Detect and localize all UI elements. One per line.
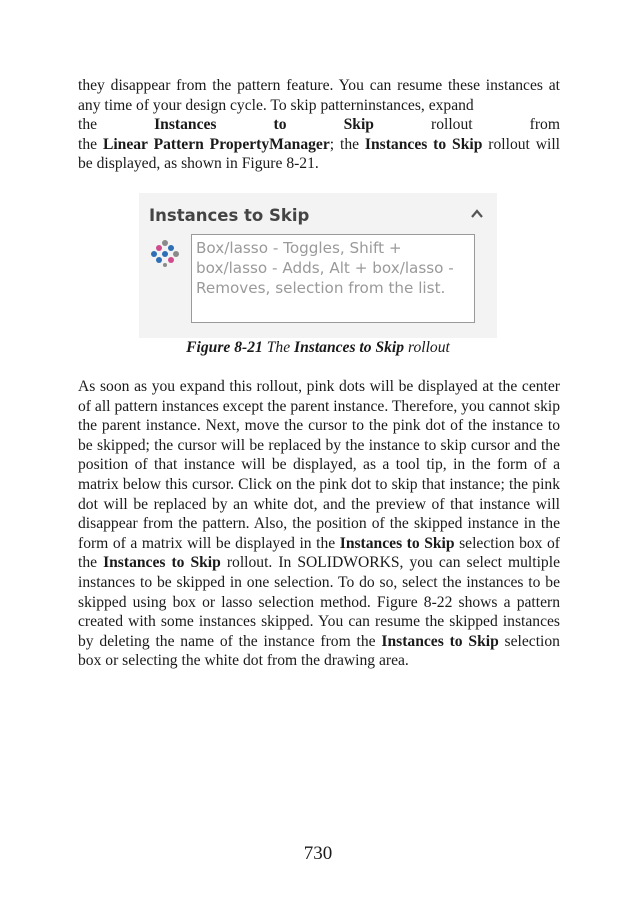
intro-text: they disappear from the pattern feature. You can resume these instances at any time of your design cycle. To skip patterninstances, expand bbox=[78, 77, 560, 114]
body-text: selection box of the bbox=[78, 534, 560, 572]
body-text: rollout. In SOLIDWORKS, you can select multiple instances to be skipped in one selection. To do so, select the instances to be skipped using box or lasso selection method. Figure 8-22 shows a pattern created with some instances skipped. You can resume the skipped instances by deleting the name of the instance from the bbox=[78, 554, 560, 650]
paragraph-intro bbox=[78, 76, 560, 174]
page-number: 730 bbox=[303, 843, 333, 864]
caption-label: Figure 8-21 bbox=[186, 339, 263, 356]
instances-to-skip-term: Instances to Skip bbox=[381, 632, 499, 650]
selection-box-placeholder: Box/lasso - Toggles, Shift + box/lasso - Adds, Alt + box/lasso - Removes, selection from the list. bbox=[196, 239, 454, 297]
paragraph-body bbox=[78, 377, 560, 671]
chevron-up-icon[interactable] bbox=[471, 209, 483, 219]
intro-spread-line bbox=[78, 115, 560, 135]
intro-text: ; the bbox=[329, 135, 365, 153]
caption-text: rollout bbox=[404, 339, 450, 356]
intro-text: the bbox=[78, 135, 103, 153]
instances-to-skip-term: Instances to Skip bbox=[103, 554, 221, 572]
rollout-title: Instances to Skip bbox=[149, 206, 310, 225]
intro-word-bold: Instances bbox=[154, 116, 217, 134]
figure-instances-to-skip-rollout bbox=[139, 193, 497, 338]
intro-word-bold: Skip bbox=[343, 116, 374, 134]
intro-word: rollout bbox=[431, 116, 473, 134]
linear-pattern-instances-icon bbox=[151, 239, 181, 267]
instances-to-skip-selection-box[interactable] bbox=[191, 234, 475, 323]
intro-text: rollout will be displayed, as shown in Figure 8-21. bbox=[78, 135, 561, 173]
intro-word-bold: to bbox=[273, 116, 287, 134]
intro-word: the bbox=[78, 116, 98, 134]
body-text: selection box or selecting the white dot from the drawing area. bbox=[78, 632, 560, 670]
caption-text: The bbox=[262, 339, 295, 356]
instances-to-skip-term: Instances to Skip bbox=[339, 534, 455, 552]
body-text: As soon as you expand this rollout, pink dots will be displayed at the center of all pattern instances except the parent instance. Therefore, you cannot skip the parent instance. Next, move the cursor to the pink dot of the instance to be skipped; the cursor will be replaced by the instance to skip cursor and the position of that instance will be displayed, as a tool tip, in the form of a matrix below this cursor. Click on the pink dot to skip that instance; the pink dot will be replaced by an white dot, and the preview of that instance will disappear from the pattern. Also, the position of the skipped instance in the form of a matrix will be displayed in the bbox=[78, 378, 560, 552]
intro-word: from bbox=[529, 116, 560, 134]
figure-caption bbox=[0, 339, 636, 357]
instances-to-skip-term: Instances to Skip bbox=[364, 135, 483, 153]
caption-term: Instances to Skip bbox=[294, 339, 405, 356]
linear-pattern-propertymanager-term: Linear Pattern PropertyManager bbox=[102, 135, 330, 153]
